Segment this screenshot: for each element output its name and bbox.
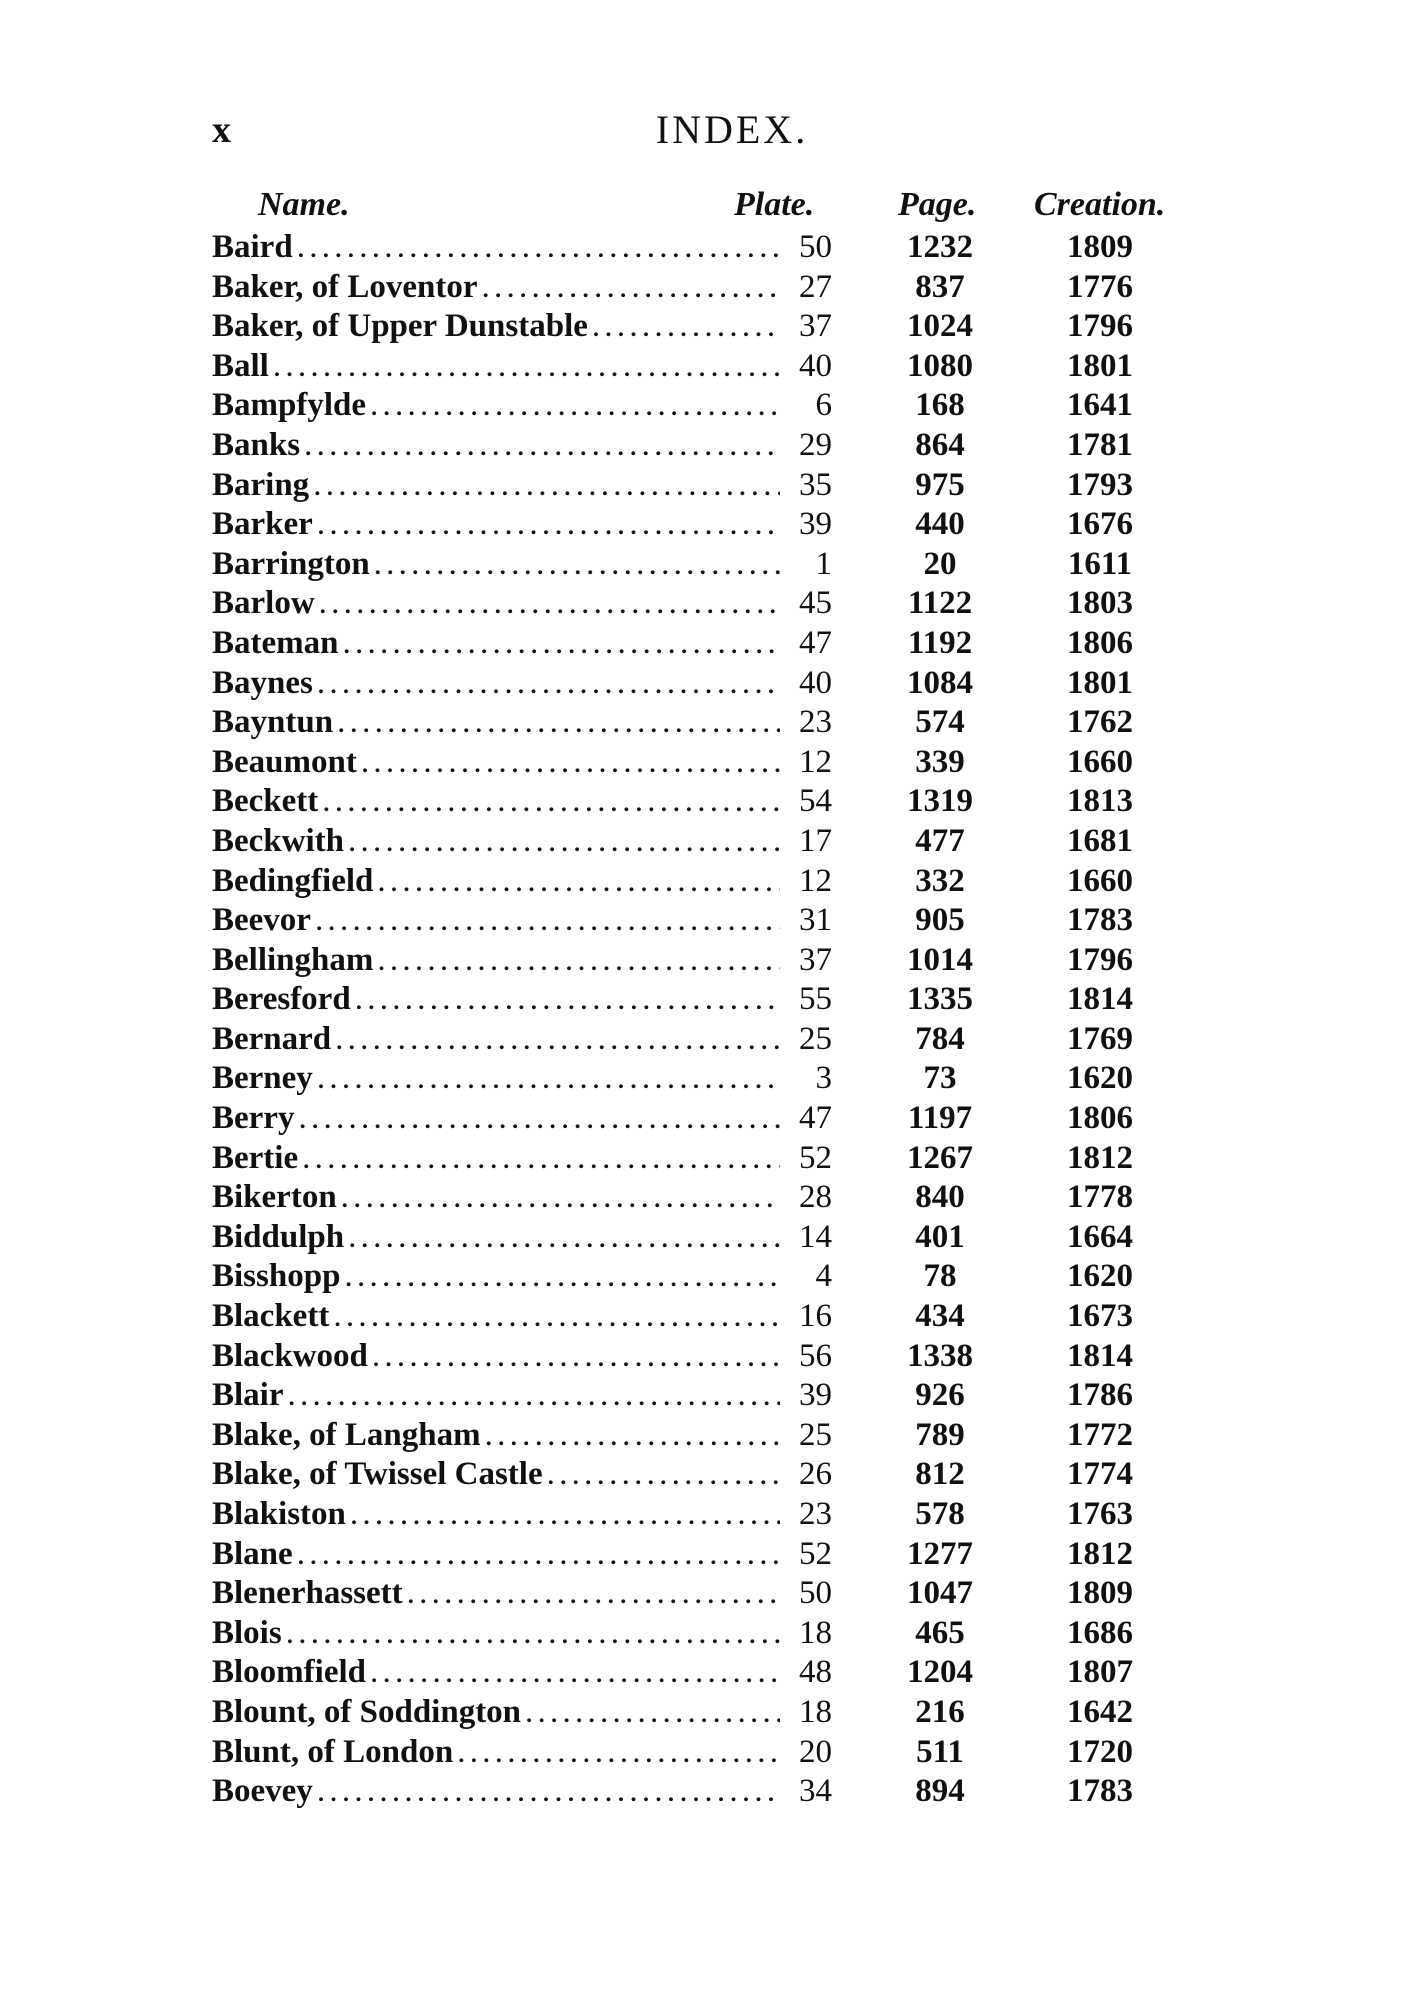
running-head: INDEX. [655,107,809,152]
entry-page: 837 [915,268,965,305]
entry-page: 73 [923,1060,957,1097]
entry-page: 477 [915,822,965,859]
entry-page: 1204 [907,1654,973,1691]
entry-name: Ball [212,347,269,384]
entry-creation: 1611 [1067,545,1133,582]
entry-plate: 14 [780,1218,832,1258]
entry-name: Boevey [212,1773,313,1810]
entry-page: 784 [915,1020,965,1057]
entry-plate: 4 [780,1257,832,1297]
entry-name-cell [212,1693,832,1733]
entry-name-cell [212,1218,832,1258]
entry-name-cell [212,980,832,1020]
entry-name: Blount, of Soddington [212,1693,522,1730]
column-header-name: Name. [258,186,350,223]
entry-plate: 50 [780,228,832,268]
entry-name-cell [212,664,832,704]
entry-page: 1024 [907,308,973,345]
entry-name-cell [212,228,832,268]
entry-name-cell [212,268,832,308]
entry-page: 1197 [907,1100,973,1137]
entry-name-cell [212,1614,832,1654]
column-headers [0,186,1404,232]
entry-plate: 52 [780,1139,832,1179]
entry-creation: 1806 [1067,624,1133,661]
entry-page: 574 [915,704,965,741]
entry-page: 401 [915,1218,965,1255]
entry-plate: 35 [780,466,832,506]
dot-leader [361,743,832,783]
entry-plate: 55 [780,980,832,1020]
entry-plate: 1 [780,545,832,585]
index-entry-row [0,980,1404,1020]
entry-page: 440 [915,506,965,543]
dot-leader [315,901,832,941]
entry-page: 20 [923,545,957,582]
index-entry-row [0,1693,1404,1733]
index-entry-row [0,1099,1404,1139]
entry-name: Blenerhassett [212,1575,403,1612]
entry-name-cell [212,466,832,506]
entry-creation: 1763 [1067,1496,1133,1532]
entry-page: 975 [915,466,965,503]
entry-name-cell [212,505,832,545]
index-entry-row [0,466,1404,506]
entry-creation: 1807 [1067,1654,1133,1691]
dot-leader [286,1614,832,1654]
entry-plate: 39 [780,1376,832,1416]
entry-creation: 1783 [1067,1773,1133,1810]
entry-creation: 1801 [1067,664,1133,701]
entry-plate: 47 [780,1099,832,1139]
entry-plate: 12 [780,743,832,783]
index-entry-row [0,703,1404,743]
index-entry-row [0,1020,1404,1060]
entry-name: Blackwood [212,1337,368,1374]
dot-leader [407,1574,832,1614]
entry-page: 864 [915,426,965,463]
entry-name: Beresford [212,981,351,1018]
entry-plate: 28 [780,1178,832,1218]
entry-name: Barrington [212,545,370,582]
entry-name-cell [212,1178,832,1218]
entry-name: Blois [212,1614,282,1651]
entry-name: Blakiston [212,1496,346,1532]
entry-name: Blane [212,1535,293,1572]
entry-name-cell [212,584,832,624]
index-entry-row [0,624,1404,664]
column-header-creation: Creation. [1034,186,1166,223]
dot-leader [344,1257,832,1297]
entry-plate: 20 [780,1733,832,1773]
entry-name-cell [212,1337,832,1377]
entry-plate: 54 [780,782,832,822]
entry-plate: 45 [780,584,832,624]
entry-name-cell [212,307,832,347]
entry-page: 1014 [907,941,973,978]
index-entry-row [0,268,1404,308]
entry-name-cell [212,624,832,664]
entry-creation: 1814 [1067,981,1133,1018]
entry-page: 1080 [907,347,973,384]
dot-leader [288,1376,833,1416]
entry-page: 1084 [907,664,973,701]
entry-name-cell [212,1020,832,1060]
entry-name-cell [212,782,832,822]
index-entry-row [0,1535,1404,1575]
dot-leader [313,466,832,506]
entry-page: 894 [915,1773,965,1810]
entry-name-cell [212,901,832,941]
dot-leader [297,228,832,268]
entry-creation: 1812 [1067,1139,1133,1176]
entry-plate: 12 [780,862,832,902]
entry-creation: 1641 [1067,387,1133,424]
dot-leader [355,980,832,1020]
entry-name: Baker, of Upper Dunstable [212,308,588,345]
entry-creation: 1814 [1067,1337,1133,1374]
index-entry-row [0,743,1404,783]
entry-plate: 18 [780,1614,832,1654]
index-entry-row [0,307,1404,347]
dot-leader [372,1337,832,1377]
dot-leader [343,624,833,664]
index-entry-row [0,1733,1404,1773]
entry-name: Blunt, of London [212,1733,454,1770]
dot-leader [377,941,832,981]
entry-plate: 34 [780,1772,832,1812]
index-entry-row [0,1257,1404,1297]
entry-name-cell [212,941,832,981]
index-entry-row [0,862,1404,902]
entry-page: 511 [916,1733,964,1770]
entry-name: Berney [212,1060,313,1097]
entry-creation: 1676 [1067,506,1133,543]
entry-creation: 1778 [1067,1179,1133,1216]
index-entry-row [0,782,1404,822]
index-entry-row [0,1416,1404,1456]
entry-creation: 1806 [1067,1100,1133,1137]
index-entry-row [0,1574,1404,1614]
entry-name-cell [212,1535,832,1575]
index-entry-row [0,941,1404,981]
entry-plate: 23 [780,703,832,743]
column-header-page: Page. [898,186,977,223]
entry-creation: 1793 [1067,466,1133,503]
index-entry-row [0,228,1404,268]
entry-name-cell [212,386,832,426]
entry-creation: 1809 [1067,1575,1133,1612]
index-entry-row [0,347,1404,387]
entry-creation: 1801 [1067,347,1133,384]
dot-leader [302,1139,832,1179]
index-entry-row [0,1297,1404,1337]
entry-page: 905 [915,902,965,939]
entry-plate: 37 [780,307,832,347]
entry-name: Bernard [212,1020,332,1057]
entry-name: Bateman [212,624,339,661]
entry-name: Baker, of Loventor [212,268,478,305]
entry-name-cell [212,1297,832,1337]
entry-plate: 40 [780,664,832,704]
entry-page: 840 [915,1179,965,1216]
entry-name-cell [212,1139,832,1179]
entry-creation: 1762 [1067,704,1133,741]
entry-name: Bloomfield [212,1654,366,1691]
index-entry-row [0,1059,1404,1099]
dot-leader [317,505,832,545]
entry-page: 1277 [907,1535,973,1572]
entry-page: 1335 [907,981,973,1018]
dot-leader [341,1178,832,1218]
entry-page: 1267 [907,1139,973,1176]
entry-name-cell [212,1495,832,1535]
entry-name-cell [212,1772,832,1812]
entry-creation: 1660 [1067,862,1133,899]
entry-plate: 37 [780,941,832,981]
entry-name-cell [212,347,832,387]
entry-page: 216 [915,1693,965,1730]
entry-name: Blake, of Langham [212,1416,481,1453]
entry-creation: 1786 [1067,1377,1133,1414]
dot-leader [317,664,832,704]
entry-page: 332 [915,862,965,899]
entry-plate: 3 [780,1059,832,1099]
entry-plate: 6 [780,386,832,426]
entry-creation: 1620 [1067,1060,1133,1097]
entry-creation: 1660 [1067,743,1133,780]
entry-creation: 1776 [1067,268,1133,305]
dot-leader [319,584,832,624]
entry-plate: 16 [780,1297,832,1337]
entry-name: Bertie [212,1139,299,1176]
entry-plate: 18 [780,1693,832,1733]
entry-name: Bayntun [212,704,334,741]
dot-leader [350,1495,832,1535]
index-entry-row [0,505,1404,545]
entry-name-cell [212,1733,832,1773]
entry-name-cell [212,703,832,743]
page-number: x [212,109,231,151]
dot-leader [457,1733,832,1773]
entry-name: Baring [212,466,310,503]
entry-plate: 48 [780,1653,832,1693]
entry-name: Beevor [212,902,311,939]
index-entry-row [0,664,1404,704]
index-entry-row [0,1139,1404,1179]
entry-name-cell [212,862,832,902]
entry-plate: 26 [780,1455,832,1495]
dot-leader [297,1535,832,1575]
dot-leader [377,862,832,902]
entry-plate: 31 [780,901,832,941]
entry-page: 926 [915,1377,965,1414]
entry-creation: 1769 [1067,1020,1133,1057]
column-header-plate: Plate. [734,186,815,223]
entry-name: Blair [212,1377,284,1414]
entry-page: 1232 [907,229,973,265]
index-entry-row [0,1218,1404,1258]
entry-name-cell [212,1257,832,1297]
entry-creation: 1686 [1067,1614,1133,1651]
entry-page: 578 [915,1496,965,1532]
entry-plate: 52 [780,1535,832,1575]
entry-name: Beckwith [212,822,344,859]
entry-page: 465 [915,1614,965,1651]
entry-page: 1192 [907,624,973,661]
entry-name: Bisshopp [212,1258,341,1295]
entry-plate: 17 [780,822,832,862]
entry-plate: 47 [780,624,832,664]
entry-name-cell [212,743,832,783]
entry-creation: 1812 [1067,1535,1133,1572]
entry-name-cell [212,1653,832,1693]
entry-creation: 1809 [1067,229,1133,265]
entry-name: Biddulph [212,1218,345,1255]
dot-leader [333,1297,832,1337]
entry-name: Bellingham [212,941,374,978]
entry-creation: 1781 [1067,426,1133,463]
dot-leader [322,782,832,822]
entry-page: 339 [915,743,965,780]
entry-name: Blackett [212,1298,330,1335]
entry-name-cell [212,1455,832,1495]
index-entry-row [0,1178,1404,1218]
entry-name-cell [212,1574,832,1614]
entry-name: Bikerton [212,1179,337,1216]
index-entry-row [0,1653,1404,1693]
entry-page: 434 [915,1298,965,1335]
entry-creation: 1772 [1067,1416,1133,1453]
entry-page: 78 [923,1258,957,1295]
index-entry-row [0,1614,1404,1654]
dot-leader [370,386,832,426]
entry-name: Banks [212,426,301,463]
dot-leader [317,1772,832,1812]
entry-page: 789 [915,1416,965,1453]
index-entry-row [0,1376,1404,1416]
entry-name-cell [212,1416,832,1456]
entry-name-cell [212,822,832,862]
entry-name-cell [212,545,832,585]
entry-creation: 1720 [1067,1733,1133,1770]
entry-name: Bampfylde [212,387,367,424]
dot-leader [317,1059,832,1099]
index-entry-row [0,1495,1404,1535]
index-entry-row [0,822,1404,862]
entry-name: Bedingfield [212,862,374,899]
entry-name: Blake, of Twissel Castle [212,1456,543,1493]
entry-page: 1047 [907,1575,973,1612]
entry-name: Baynes [212,664,313,701]
entry-creation: 1803 [1067,585,1133,622]
dot-leader [273,347,832,387]
entry-plate: 29 [780,426,832,466]
index-entry-row [0,584,1404,624]
dot-leader [374,545,832,585]
entry-creation: 1796 [1067,941,1133,978]
entry-name-cell [212,1376,832,1416]
entry-name-cell [212,1059,832,1099]
index-entry-row [0,545,1404,585]
entry-name: Beckett [212,783,319,820]
index-entry-row [0,1337,1404,1377]
entry-creation: 1673 [1067,1298,1133,1335]
entry-creation: 1813 [1067,783,1133,820]
entry-name-cell [212,426,832,466]
entry-plate: 40 [780,347,832,387]
entry-plate: 25 [780,1020,832,1060]
entry-creation: 1664 [1067,1218,1133,1255]
entry-creation: 1642 [1067,1693,1133,1730]
dot-leader [337,703,832,743]
index-entry-row [0,901,1404,941]
entry-name: Beaumont [212,743,357,780]
entry-creation: 1681 [1067,822,1133,859]
dot-leader [348,1218,832,1258]
entry-page: 1122 [907,585,973,622]
entry-creation: 1620 [1067,1258,1133,1295]
entry-plate: 27 [780,268,832,308]
entry-page: 168 [915,387,965,424]
dot-leader [335,1020,832,1060]
dot-leader [370,1653,832,1693]
entry-creation: 1796 [1067,308,1133,345]
index-entry-row [0,386,1404,426]
index-entries [0,228,1404,1812]
entry-name-cell [212,1099,832,1139]
entry-name: Barker [212,506,313,543]
entry-creation: 1774 [1067,1456,1133,1493]
entry-plate: 50 [780,1574,832,1614]
entry-plate: 23 [780,1495,832,1535]
entry-name: Berry [212,1100,295,1137]
dot-leader [304,426,832,466]
entry-page: 1338 [907,1337,973,1374]
index-entry-row [0,1455,1404,1495]
entry-page: 1319 [907,783,973,820]
entry-name: Baird [212,229,293,265]
dot-leader [348,822,832,862]
entry-name: Barlow [212,585,315,622]
entry-plate: 39 [780,505,832,545]
entry-plate: 25 [780,1416,832,1456]
entry-page: 812 [915,1456,965,1493]
index-entry-row [0,426,1404,466]
entry-plate: 56 [780,1337,832,1377]
index-entry-row [0,1772,1404,1812]
dot-leader [298,1099,832,1139]
entry-creation: 1783 [1067,902,1133,939]
